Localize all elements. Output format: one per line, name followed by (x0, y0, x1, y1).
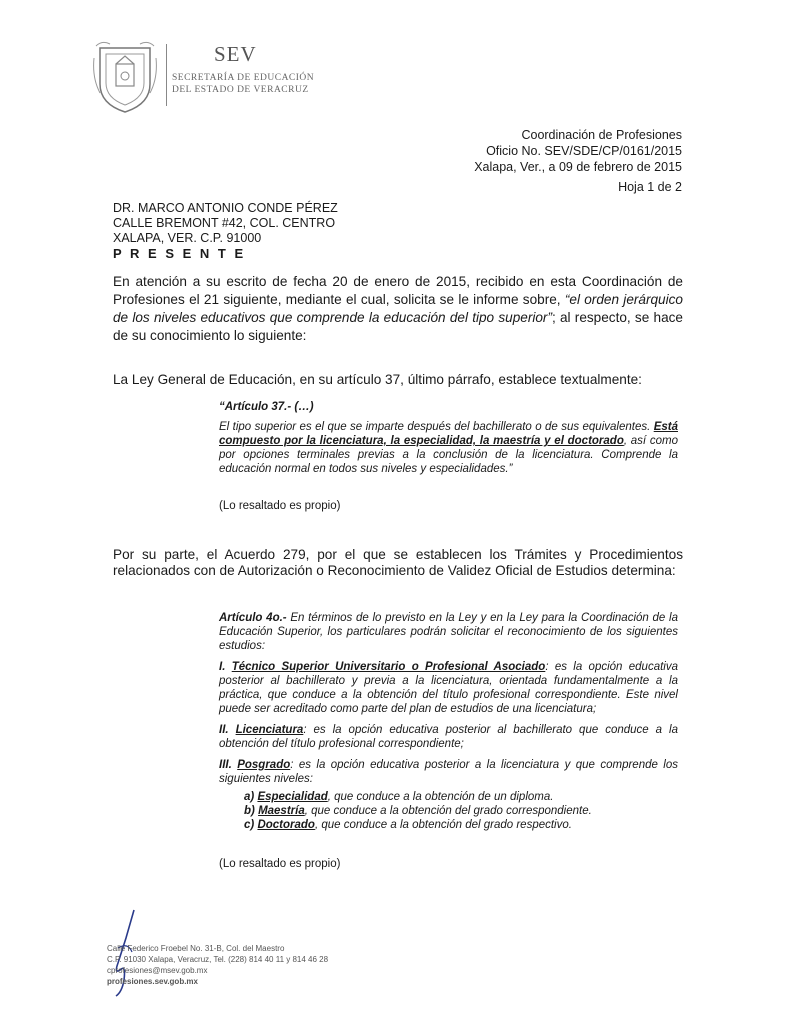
p1-quote: “el orden jerárquico de los niveles educativos que comprende la educación del tipo superior” (113, 292, 683, 325)
quote2-intro-text: En términos de lo previsto en la Ley y en la Ley para la Coordinación de la Educación Superior, los particulares podrán solicitar el reconocimiento de los siguientes estudios: (219, 612, 678, 652)
org-short-name: SEV (214, 42, 257, 66)
org-name-line1: SECRETARÍA DE EDUCACIÓN (172, 73, 315, 83)
sub-a-text: , que conduce a la obtención de un diploma. (327, 791, 554, 803)
sub-item-a (244, 790, 678, 804)
footer-email: cprofesiones@msev.gob.mx (107, 966, 208, 975)
item-iii-text: : es la opción educativa posterior a la licenciatura y que comprende los siguientes niveles: (219, 759, 678, 785)
body-paragraph-1 (113, 273, 683, 345)
sub-b-text: , que conduce a la obtención del grado correspondiente. (304, 805, 592, 817)
veracruz-coat-of-arms-logo (92, 38, 158, 114)
quote1-body (219, 420, 678, 476)
quote2-item-ii (219, 723, 678, 751)
item-ii-text: : es la opción educativa posterior al bachillerato que conduce a la obtención del título profesional correspondiente; (219, 724, 678, 750)
item-i-text: : es la opción educativa posterior al bachillerato y previa a la licenciatura, orientada fundamentalmente a la práctica, que conduce a la obtención del título profesional correspondiente. Este nivel puede ser acreditado como parte del plan de estudios de una licenciatura; (219, 661, 678, 715)
item-i-number: I. (219, 661, 226, 673)
oficio-number: Oficio No. SEV/SDE/CP/0161/2015 (486, 144, 682, 158)
sub-item-c (244, 818, 678, 832)
sub-c-number: c) (244, 819, 255, 831)
posgrado-sublist (219, 790, 678, 832)
recipient-name: DR. MARCO ANTONIO CONDE PÉREZ (113, 201, 338, 215)
sub-c-text: , que conduce a la obtención del grado respectivo. (314, 819, 572, 831)
footer-phone: C.P. 91030 Xalapa, Veracruz, Tel. (228) 814 40 11 y 814 46 28 (107, 955, 329, 964)
sub-b-number: b) (244, 805, 255, 817)
sub-b-label: Maestría (258, 805, 305, 817)
footer (107, 943, 328, 987)
quote2-intro (219, 611, 678, 653)
quote2-block (219, 611, 678, 832)
item-iii-label: Posgrado (237, 759, 291, 771)
p1-text-b: ; al respecto, se hace de su conocimiento lo siguiente: (113, 310, 683, 343)
recipient-block (113, 201, 338, 261)
quote1-title: “Artículo 37.- (…) (219, 401, 314, 413)
department: Coordinación de Profesiones (521, 128, 682, 142)
sub-item-b (244, 804, 678, 818)
item-ii-label: Licenciatura (235, 724, 304, 736)
item-i-label: Técnico Superior Universitario o Profesional Asociado (231, 661, 546, 673)
footer-address: Calle Federico Froebel No. 31-B, Col. del Maestro (107, 944, 285, 953)
org-name-line2: DEL ESTADO DE VERACRUZ (172, 85, 309, 95)
quote1-text-a: El tipo superior es el que se imparte después del bachillerato o de sus equivalentes. (219, 421, 654, 433)
sub-a-label: Especialidad (257, 791, 328, 803)
body-paragraph-2: La Ley General de Educación, en su artículo 37, último párrafo, establece textualmente: (113, 372, 642, 387)
date-line: Xalapa, Ver., a 09 de febrero de 2015 (474, 160, 682, 174)
sub-a-number: a) (244, 791, 255, 803)
quote2-intro-label: Artículo 4o.- (219, 612, 287, 624)
letterhead-divider (166, 44, 167, 106)
quote2-note: (Lo resaltado es propio) (219, 858, 341, 870)
recipient-address1: CALLE BREMONT #42, COL. CENTRO (113, 216, 336, 230)
quote2-item-iii (219, 758, 678, 786)
quote2-item-i (219, 660, 678, 716)
item-iii-number: III. (219, 759, 232, 771)
salutation: P R E S E N T E (113, 246, 246, 261)
quote1-text-b: , así como por opciones terminales previas a la conclusión de la licenciatura. Comprende la educación normal en todos sus niveles y especialidades.” (219, 435, 678, 475)
recipient-address2: XALAPA, VER. C.P. 91000 (113, 231, 262, 245)
page-indicator: Hoja 1 de 2 (618, 180, 682, 194)
quote1-highlight: Está compuesto por la licenciatura, la especialidad, la maestría y el doctorado (219, 421, 678, 447)
item-ii-number: II. (219, 724, 229, 736)
sub-c-label: Doctorado (257, 819, 315, 831)
quote1-note: (Lo resaltado es propio) (219, 500, 341, 512)
document-header (474, 127, 682, 195)
footer-website: profesiones.sev.gob.mx (107, 977, 198, 986)
body-paragraph-3: Por su parte, el Acuerdo 279, por el que se establecen los Trámites y Procedimientos relacionados con de Autorización o Reconocimiento de Validez Oficial de Estudios determina: (113, 547, 683, 578)
p1-text-a: En atención a su escrito de fecha 20 de enero de 2015, recibido en esta Coordinación de Profesiones el 21 siguiente, mediante el cual, solicita se le informe sobre, (113, 274, 683, 307)
